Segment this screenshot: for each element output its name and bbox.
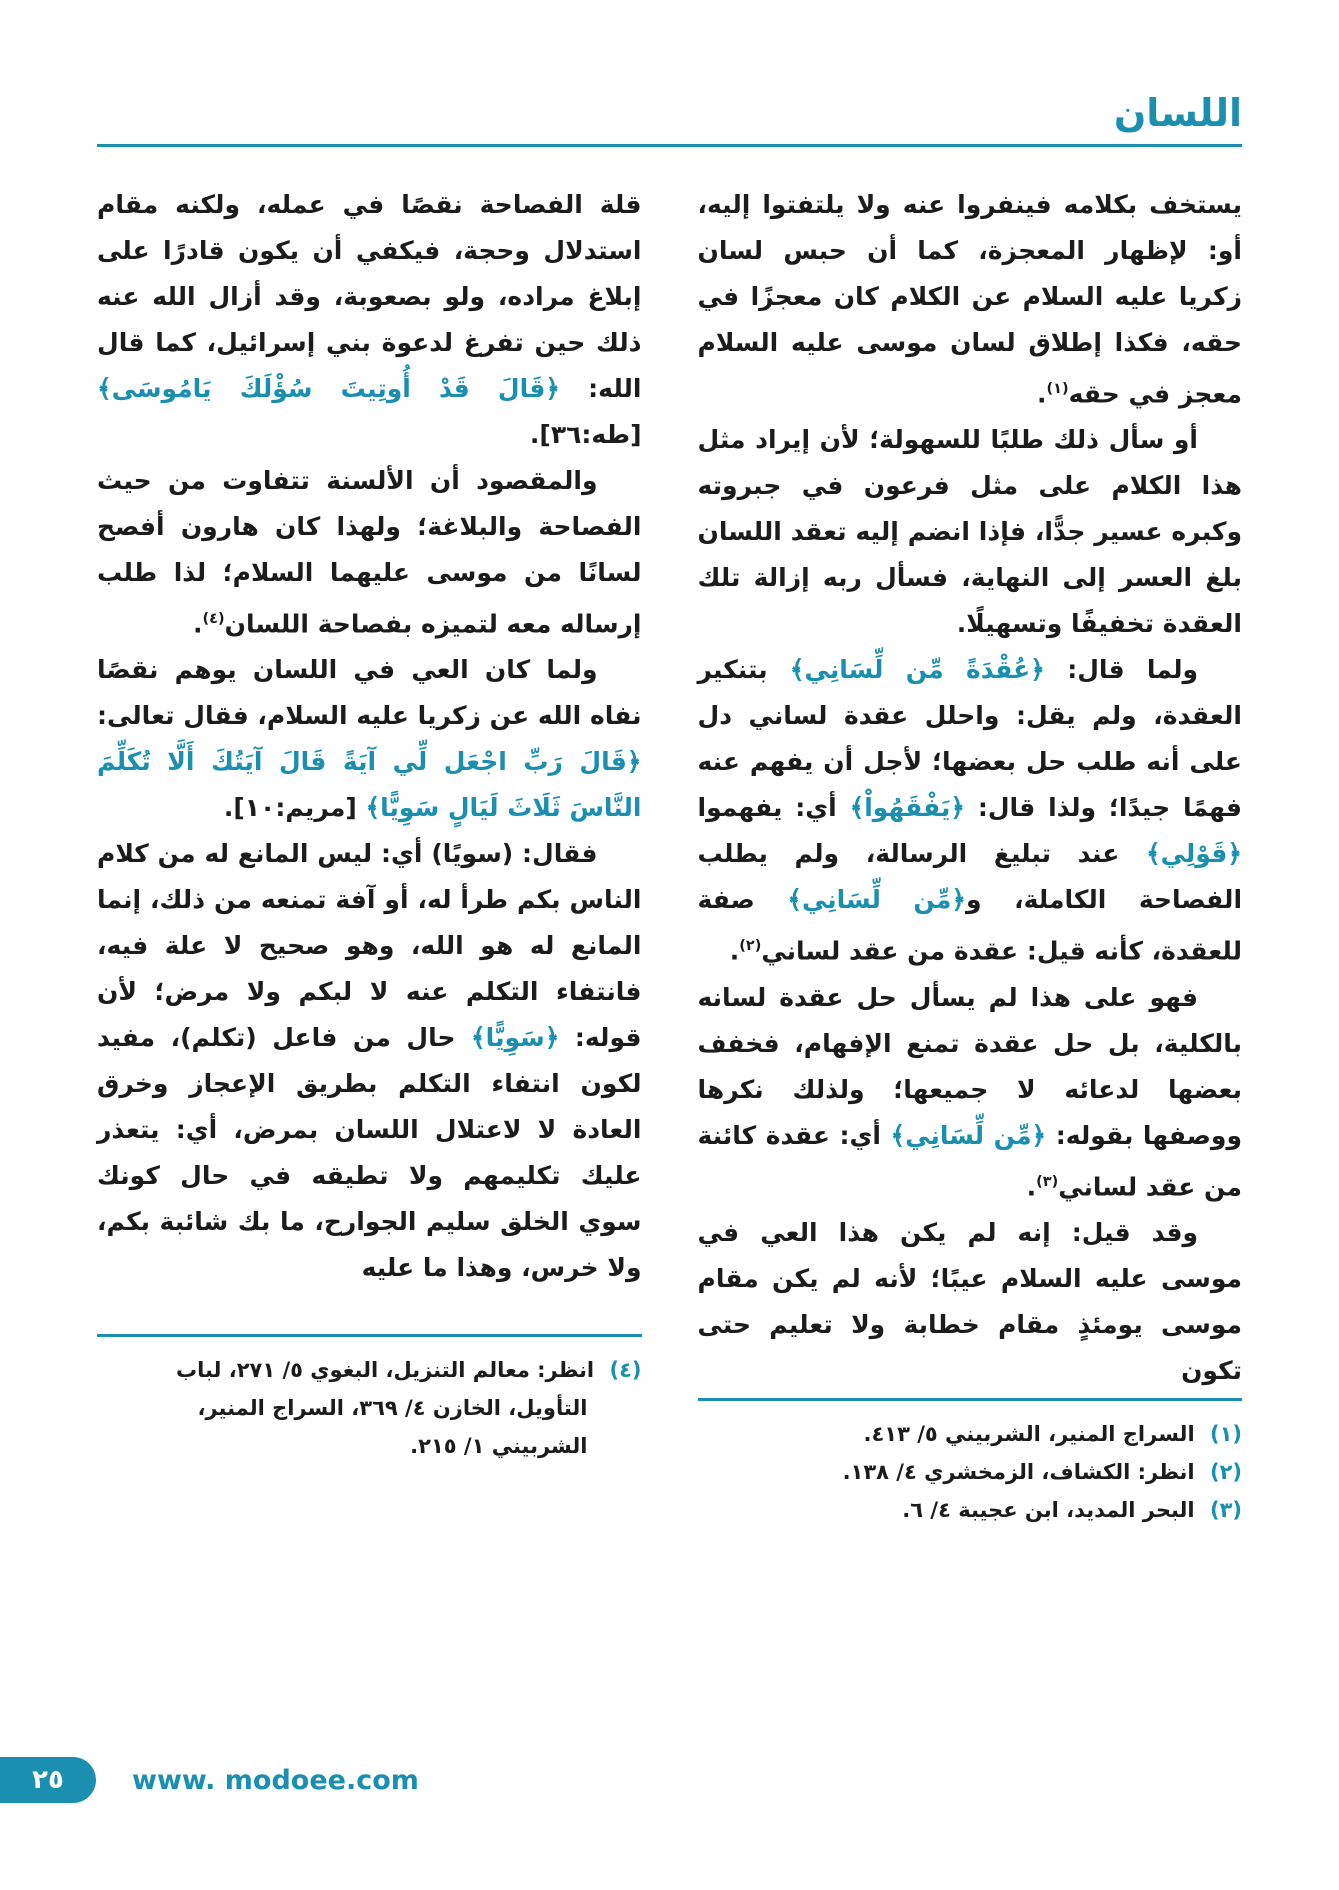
paragraph [698, 975, 1243, 1210]
body-text: فهو على هذا لم يسأل حل عقدة لسانه بالكلية، بل حل عقدة تمنع الإفهام، فخفف بعضها لدعائه لا جميعها؛ ولذلك نكرها ووصفها بقوله: [697, 982, 1242, 1150]
paragraph [97, 182, 642, 458]
footnote-rule [97, 1334, 642, 1337]
column-right [698, 182, 1243, 1529]
body-text: . [729, 936, 740, 966]
footnote-number: (١) [1209, 1421, 1242, 1446]
footnote-text: انظر: الكشاف، الزمخشري ٤/ ١٣٨. [842, 1459, 1202, 1484]
body-text: وقد قيل: إنه لم يكن هذا العي في موسى عليه السلام عيبًا؛ لأنه لم يكن مقام موسى يومئذٍ مقام خطابة ولا تعليم حتى تكون [697, 1217, 1242, 1385]
quran-quote: ﴿قَالَ رَبِّ اجْعَل لِّي آيَةً قَالَ آيَتُكَ أَلَّا تُكَلِّمَ النَّاسَ ثَلَاثَ لَيَالٍ سَوِيًّا﴾ [97, 747, 642, 823]
body-text: قلة الفصاحة نقصًا في عمله، ولكنه مقام استدلال وحجة، فيكفي أن يكون قادرًا على إبلاغ مراده، ولو بصعوبة، وقد أزال الله عنه ذلك حين تفرغ لدعوة بني إسرائيل، كما قال الله: [97, 190, 642, 403]
quran-quote: ﴿مِّن لِّسَانِي﴾ [890, 1120, 1047, 1150]
column-body [698, 182, 1243, 1394]
footnote-rule [698, 1398, 1243, 1401]
paragraph [698, 182, 1243, 417]
paragraph [97, 647, 642, 831]
footnote-text: السراج المنير، الشربيني ٥/ ٤١٣. [863, 1421, 1202, 1446]
body-text: يستخف بكلامه فينفروا عنه ولا يلتفتوا إليه، أو: لإظهار المعجزة، كما أن حبس لسان زكريا عليه السلام عن الكلام كان معجزًا في حقه، فكذا إطلاق لسان موسى عليه السلام معجز في حقه [697, 190, 1242, 409]
body-text: أو سأل ذلك طلبًا للسهولة؛ لأن إيراد مثل هذا الكلام على مثل فرعون في جبروته وكبره عسير جدًّا، فإذا انضم إليه تعقد اللسان بلغ العسر إلى النهاية، فسأل ربه إزالة تلك العقدة تخفيفًا وتسهيلًا. [697, 425, 1242, 639]
body-text: . [1036, 379, 1047, 409]
body-text: أي: عقدة كائنة من عقد لساني [697, 1120, 1242, 1201]
quran-quote: ﴿قَالَ قَدْ أُوتِيتَ سُؤْلَكَ يَامُوسَى﴾ [97, 374, 561, 403]
paragraph [97, 458, 642, 647]
body-text: أي: يفهموا [697, 793, 850, 823]
footnote [698, 1491, 1243, 1529]
body-text: [طه:٣٦]. [529, 420, 642, 449]
footnote-marker: (٢) [739, 938, 762, 955]
body-text: فقال: (سويًا) أي: ليس المانع له من كلام الناس بكم طرأ له، أو آفة تمنعه من ذلك، إنما المانع له هو الله، وهو صحيح لا علة فيه، فانتفاء التكلم عنه لا لبكم ولا مرض؛ لأن قوله: [97, 839, 642, 1053]
body-text: ولما قال: [1044, 655, 1198, 685]
page-number-badge [0, 1757, 96, 1803]
footnotes-section [698, 1398, 1243, 1529]
footnote-number: (٣) [1209, 1497, 1242, 1522]
footnote-text: انظر: معالم التنزيل، البغوي ٥/ ٢٧١، لباب التأويل، الخازن ٤/ ٣٦٩، السراج المنير، الشربيني ١/ ٢١٥. [175, 1358, 602, 1458]
paragraph [698, 647, 1243, 974]
footnotes-list [698, 1415, 1243, 1529]
footnotes-list [97, 1351, 642, 1465]
footnote [97, 1351, 642, 1465]
quran-quote: ﴿عُقْدَةً مِّن لِّسَانِي﴾ [789, 655, 1045, 685]
footnote [698, 1453, 1243, 1491]
quran-quote: ﴿قَوْلِي﴾ [1145, 839, 1242, 869]
footnotes-section [97, 1334, 642, 1465]
footnote-text: البحر المديد، ابن عجيبة ٤/ ٦. [902, 1497, 1202, 1522]
quran-quote: ﴿مِّن لِّسَانِي﴾ [787, 885, 967, 915]
paragraph [97, 831, 642, 1291]
website-text: www. modoee.com [132, 1765, 419, 1796]
chapter-title: اللسان [1113, 91, 1242, 135]
paragraph [698, 417, 1243, 647]
body-text: . [1026, 1171, 1037, 1201]
body-text: . [193, 609, 203, 639]
columns [97, 182, 1242, 1529]
body-text: عند تبليغ الرسالة، ولم يطلب الفصاحة الكاملة، و [697, 839, 1243, 915]
footnote-marker: (٤) [202, 611, 225, 627]
body-text: صفة للعقدة، كأنه قيل: عقدة من عقد لساني [697, 885, 1242, 966]
body-text: حال من فاعل (تكلم)، مفيد لكون انتفاء التكلم بطريق الإعجاز وخرق العادة لا لاعتلال اللسان بمرض، أي: يتعذر عليك تكليمهم ولا تطيقه في حال كونك سوي الخلق سليم الجوارح، ما بك شائبة بكم، ولا خرس، وهذا ما عليه [97, 1023, 642, 1283]
paragraph [698, 1210, 1243, 1394]
footnote-marker: (٣) [1036, 1173, 1059, 1190]
footnote-number: (٤) [609, 1358, 642, 1382]
body-text: [مريم:١٠]. [223, 793, 366, 823]
column-left [97, 182, 642, 1465]
body-text: بتنكير العقدة، ولم يقل: واحلل عقدة لساني دل على أنه طلب حل بعضها؛ لأجل أن يفهم عنه فهمًا جيدًا؛ ولذا قال: [697, 655, 1242, 823]
body-text: والمقصود أن الألسنة تتفاوت من حيث الفصاحة والبلاغة؛ ولهذا كان هارون أفصح لسانًا من موسى عليهما السلام؛ لذا طلب إرساله معه لتميزه بفصاحة اللسان [97, 466, 642, 639]
footnote [698, 1415, 1243, 1453]
body-text: ولما كان العي في اللسان يوهم نقصًا نفاه الله عن زكريا عليه السلام، فقال تعالى: [97, 655, 642, 731]
page-number: ٢٥ [32, 1765, 64, 1795]
page-header [97, 92, 1242, 147]
quran-quote: ﴿يَفْقَهُواْ﴾ [849, 793, 965, 823]
footnote-marker: (١) [1046, 381, 1069, 397]
quran-quote: ﴿سَوِيًّا﴾ [471, 1023, 560, 1053]
footnote-number: (٢) [1209, 1459, 1242, 1484]
column-body [97, 182, 642, 1330]
